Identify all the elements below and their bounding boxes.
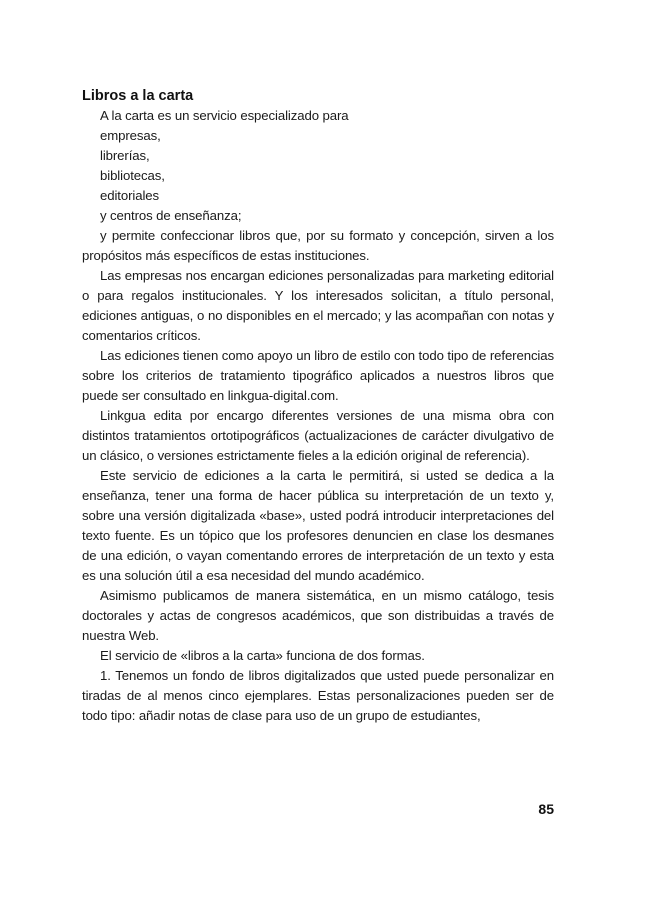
intro-line: A la carta es un servicio especializado para bbox=[100, 108, 349, 123]
list-item: librerías, bbox=[100, 148, 150, 163]
page-content bbox=[82, 86, 554, 726]
list-item: y centros de enseñanza; bbox=[100, 208, 242, 223]
paragraph: 1. Tenemos un fondo de libros digitalizados que usted puede personalizar en tiradas de al menos cinco ejemplares. Estas personalizaciones pueden ser de todo tipo: añadir notas de clase para uso de un grupo de estudiantes, bbox=[82, 668, 554, 723]
page-number: 85 bbox=[538, 801, 554, 817]
list-item: empresas, bbox=[100, 128, 161, 143]
paragraph: Asimismo publicamos de manera sistemática, en un mismo catálogo, tesis doctorales y actas de congresos académicos, que son distribuidas a través de nuestra Web. bbox=[82, 588, 554, 643]
paragraph: Linkgua edita por encargo diferentes versiones de una misma obra con distintos tratamientos ortotipográficos (actualizaciones de carácter divulgativo de un clásico, o versiones estrictamente fieles a la edición original de referencia). bbox=[82, 408, 554, 463]
paragraph: y permite confeccionar libros que, por su formato y concepción, sirven a los propósitos más específicos de estas instituciones. bbox=[82, 228, 554, 263]
list-item: bibliotecas, bbox=[100, 168, 165, 183]
paragraph: Este servicio de ediciones a la carta le permitirá, si usted se dedica a la enseñanza, tener una forma de hacer pública su interpretación de un texto y, sobre una versión digitalizada «base», usted podrá introducir interpretaciones del texto fuente. Es un tópico que los profesores denuncien en clase los desmanes de una edición, o vayan comentando errores de interpretación de un texto y esta es una solución útil a esa necesidad del mundo académico. bbox=[82, 468, 554, 583]
institution-list bbox=[82, 126, 554, 226]
section-heading: Libros a la carta bbox=[82, 88, 194, 104]
paragraph: El servicio de «libros a la carta» funciona de dos formas. bbox=[100, 648, 425, 663]
paragraph: Las empresas nos encargan ediciones personalizadas para marketing editorial o para regalos institucionales. Y los interesados solicitan, a título personal, ediciones antiguas, o no disponibles en el mercado; y las acompañan con notas y comentarios críticos. bbox=[82, 268, 554, 343]
list-item: editoriales bbox=[100, 188, 160, 203]
paragraph: Las ediciones tienen como apoyo un libro de estilo con todo tipo de referencias sobre los criterios de tratamiento tipográfico aplicados a nuestros libros que puede ser consultado en linkgua-digital.com. bbox=[82, 348, 554, 403]
